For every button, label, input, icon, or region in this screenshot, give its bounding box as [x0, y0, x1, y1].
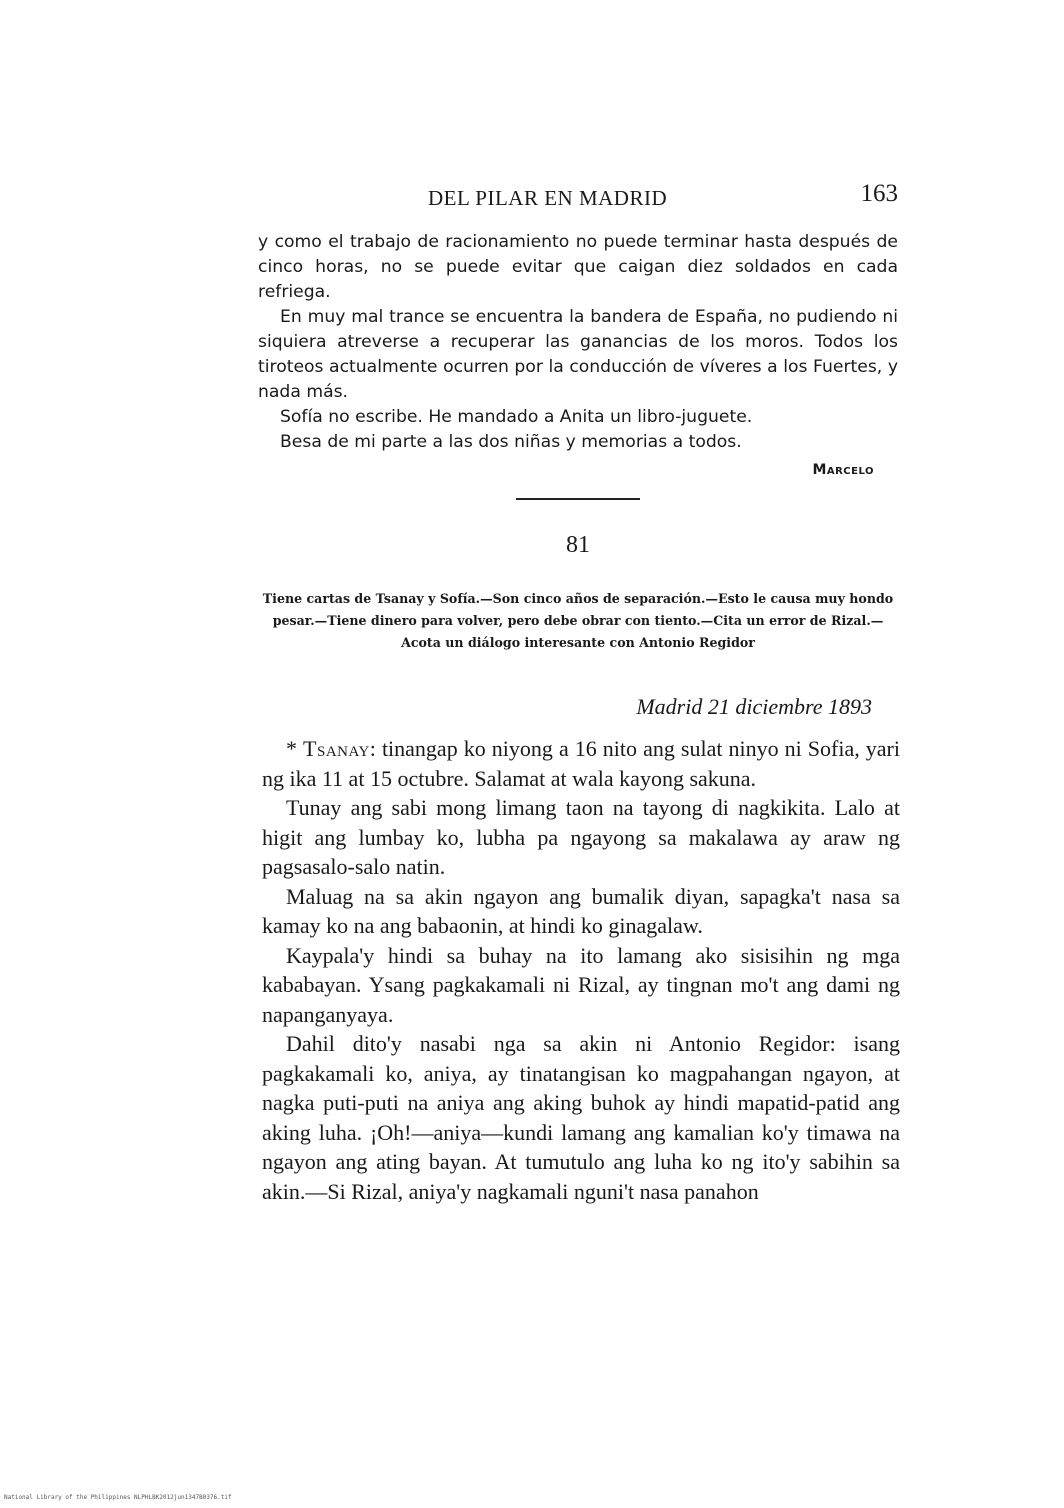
section-divider — [516, 498, 640, 500]
continuation-paragraph-4: Besa de mi parte a las dos niñas y memorias a todos. — [280, 432, 742, 452]
letter-number: 81 — [566, 532, 590, 558]
continuation-paragraph-2: En muy mal trance se encuentra la bandera de España, no pudiendo ni siquiera atreverse a recuperar las ganancias de los moros. Todos los tiroteos actualmente ocurren por la conducción de víveres a los Fuertes, y nada más. — [258, 307, 898, 402]
running-header — [258, 180, 898, 220]
body-paragraph-1 — [262, 734, 900, 793]
running-title: DEL PILAR EN MADRID — [428, 186, 668, 210]
body-paragraph-3: Maluag na sa akin ngayon ang bumalik diyan, sapagka't nasa sa kamay ko na ang babaonin, at hindi ko ginagalaw. — [262, 883, 900, 938]
salutation: Tsanay — [303, 736, 370, 761]
continuation-paragraph-3: Sofía no escribe. He mandado a Anita un libro-juguete. — [280, 407, 753, 427]
body-paragraph-1-text: : tinangap ko niyong a 16 nito ang sulat ninyo ni Sofia, yari ng ika 11 at 15 octubre. Salamat at wala kayong sakuna. — [262, 736, 900, 791]
letter-body — [262, 734, 900, 1206]
letter-summary: Tiene cartas de Tsanay y Sofía.—Son cinco años de separación.—Esto le causa muy hondo pesar.—Tiene dinero para volver, pero debe obrar con tiento.—Cita un error de Rizal.—Acota un diálogo interesante con Antonio Regidor — [262, 591, 894, 650]
body-paragraph-4: Kaypala'y hindi sa buhay na ito lamang ako sisisihin ng mga kababayan. Ysang pagkakamali ni Rizal, ay tingnan mo't ang dami ng napanganyaya. — [262, 942, 900, 1027]
dateline: Madrid 21 diciembre 1893 — [636, 694, 872, 719]
letter-continuation — [258, 230, 898, 455]
scan-footer-note: National Library of the Philippines NLPHLBK2012jun1347B0376.tif — [4, 1494, 232, 1501]
page-number: 163 — [860, 180, 898, 207]
signature: Marcelo — [812, 462, 874, 478]
footnote-mark: * — [286, 736, 304, 761]
body-paragraph-5: Dahil dito'y nasabi nga sa akin ni Antonio Regidor: isang pagkakamali ko, aniya, ay tinatangisan ko magpahangan ngayon, at nagka puti-puti na aniya ang aking buhok ay hindi mapatid-patid ang aking luha. ¡Oh!—aniya—kundi lamang ang kamalian ko'y timawa na ngayon ang ating bayan. At tumutulo ang luha ko ng ito'y sabihin sa akin.—Si Rizal, aniya'y nagkamali nguni't nasa panahon — [262, 1031, 900, 1204]
body-paragraph-2: Tunay ang sabi mong limang taon na tayong di nagkikita. Lalo at higit ang lumbay ko, lubha pa ngayong sa makalawa ay araw ng pagsasalo-salo natin. — [262, 795, 900, 879]
continuation-paragraph-1: y como el trabajo de racionamiento no puede terminar hasta después de cinco horas, no se puede evitar que caigan diez soldados en cada refriega. — [258, 232, 898, 302]
